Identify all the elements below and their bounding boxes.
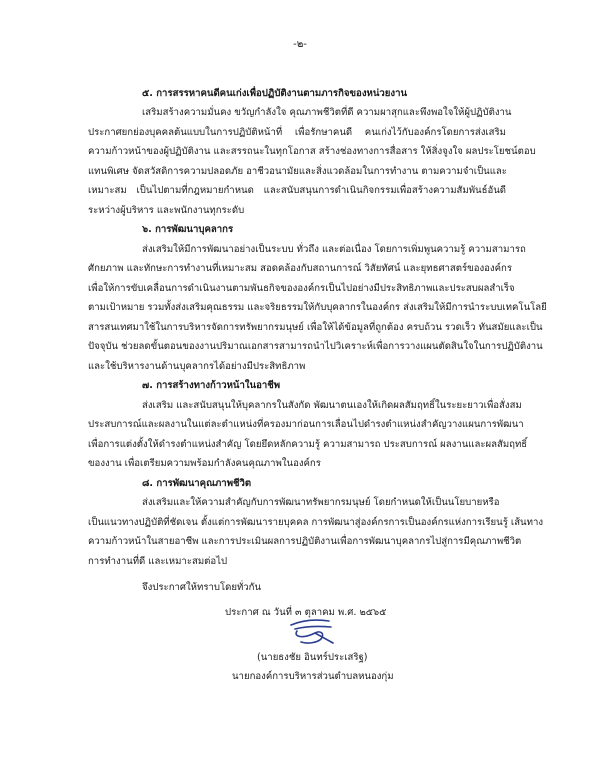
section-5-line: เหมาะสม เป็นไปตามที่กฎหมายกำหนด และสนับสนุนการดำเนินกิจกรรมเพื่อสร้างความสัมพันธ์อันดี — [88, 185, 506, 196]
section-6-line: เพื่อให้การขับเคลื่อนการดำเนินงานตามพันธกิจขององค์กรเป็นไปอย่างมีประสิทธิภาพและประสบผลสำเร็จ — [88, 283, 515, 294]
signer-position: นายกองค์การบริหารส่วนตำบลหนองกุ่ม — [232, 671, 394, 682]
section-5-line: ความก้าวหน้าของผู้ปฏิบัติงาน และสรรถนะในทุกโอกาส สร้างช่องทางการสื่อสาร ให้สิ่งจูงใจ ผลประโยชน์ตอบ — [88, 146, 536, 157]
section-6-line: สารสนเทศมาใช้ในการบริหารจัดการทรัพยากรมนุษย์ เพื่อให้ได้ข้อมูลที่ถูกต้อง ครบถ้วน รวดเร็ว ทันสมัยและเป็น — [88, 322, 543, 333]
section-8-line: การทำงานที่ดี และเหมาะสมต่อไป — [88, 556, 228, 567]
section-8-heading: ๘. การพัฒนาคุณภาพชีวิต — [142, 478, 252, 489]
section-8-line: ความก้าวหน้าในสายอาชีพ และการประเมินผลการปฏิบัติงานเพื่อการพัฒนาบุคลากรไปสู่การมีคุณภาพชีวิต — [88, 536, 522, 547]
section-6-line: ปัจจุบัน ช่วยลดขั้นตอนของงานปริมาณเอกสารสามารถนำไปวิเคราะห์เพื่อการวางแผนตัดสินใจในการปฏิบัติงาน — [88, 341, 543, 352]
section-5-heading: ๕. การสรรหาคนดีคนเก่งเพื่อปฏิบัติงานตามภารกิจของหน่วยงาน — [142, 88, 408, 99]
section-7-heading: ๗. การสร้างทางก้าวหน้าในอาชีพ — [142, 380, 281, 391]
handwritten-signature — [285, 617, 341, 647]
section-7-line: ของงาน เพื่อเตรียมความพร้อมกำลังคนคุณภาพในองค์กร — [88, 458, 321, 469]
section-7-line: ส่งเสริม และสนับสนุนให้บุคลากรในสังกัด พัฒนาตนเองให้เกิดผลสัมฤทธิ์ในระยะยาวเพื่อสั่งสม — [142, 400, 522, 411]
section-5-line: แทนพิเศษ จัดสวัสดิการความปลอดภัย อาชีวอนามัยและสิ่งแวดล้อมในการทำงาน ตามความจำเป็นและ — [88, 166, 507, 177]
signer-name: (นายธงชัย อินทร์ประเสริฐ) — [257, 652, 368, 663]
section-7-line: เพื่อการแต่งตั้งให้ดำรงตำแหน่งสำคัญ โดยยึดหลักความรู้ ความสามารถ ประสบการณ์ ผลงานและผลสัมฤทธิ์ — [88, 439, 528, 450]
section-7-line: ประสบการณ์และผลงานในแต่ละตำแหน่งที่ครองมาก่อนการเลื่อนไปดำรงตำแหน่งสำคัญวางแผนการพัฒนา — [88, 419, 524, 430]
closing-statement: จึงประกาศให้ทราบโดยทั่วกัน — [142, 582, 262, 593]
section-6-line: ส่งเสริมให้มีการพัฒนาอย่างเป็นระบบ ทั่วถึง และต่อเนื่อง โดยการเพิ่มพูนความรู้ ความสามารถ — [142, 244, 526, 255]
page-number: -๒- — [293, 39, 307, 50]
section-5-line: ประกาศยกย่องบุคคลต้นแบบในการปฏิบัติหน้าที่ เพื่อรักษาคนดี คนเก่งไว้กับองค์กรโดยการส่งเสริม — [88, 127, 506, 138]
section-6-line: ศักยภาพ และทักษะการทำงานที่เหมาะสม สอดคล้องกับสถานการณ์ วิสัยทัศน์ และยุทธศาสตร์ขององค์กร — [88, 263, 512, 274]
section-6-line: ตามเป้าหมาย รวมทั้งส่งเสริมคุณธรรม และจริยธรรมให้กับบุคลากรในองค์กร ส่งเสริมให้มีการนำระบบเทคโนโลยี — [88, 302, 547, 313]
section-6-line: และใช้บริหารงานด้านบุคลากรได้อย่างมีประสิทธิภาพ — [88, 361, 306, 372]
section-8-line: ส่งเสริมและให้ความสำคัญกับการพัฒนาทรัพยากรมนุษย์ โดยกำหนดให้เป็นนโยบายหรือ — [142, 497, 500, 508]
section-5-line: ระหว่างผู้บริหาร และพนักงานทุกระดับ — [88, 205, 245, 216]
section-6-heading: ๖. การพัฒนาบุคลากร — [142, 224, 234, 235]
section-5-line: เสริมสร้างความมั่นคง ขวัญกำลังใจ คุณภาพชีวิตที่ดี ความผาสุกและพึงพอใจให้ผู้ปฏิบัติงาน — [142, 107, 512, 118]
section-8-line: เป็นแนวทางปฏิบัติที่ชัดเจน ตั้งแต่การพัฒนารายบุคคล การพัฒนาสู่องค์กรการเป็นองค์กรแห่งการเรียนรู้ เส้นทาง — [88, 517, 544, 528]
announce-date: ประกาศ ณ วันที่ ๓ ตุลาคม พ.ศ. ๒๕๖๕ — [225, 607, 387, 618]
